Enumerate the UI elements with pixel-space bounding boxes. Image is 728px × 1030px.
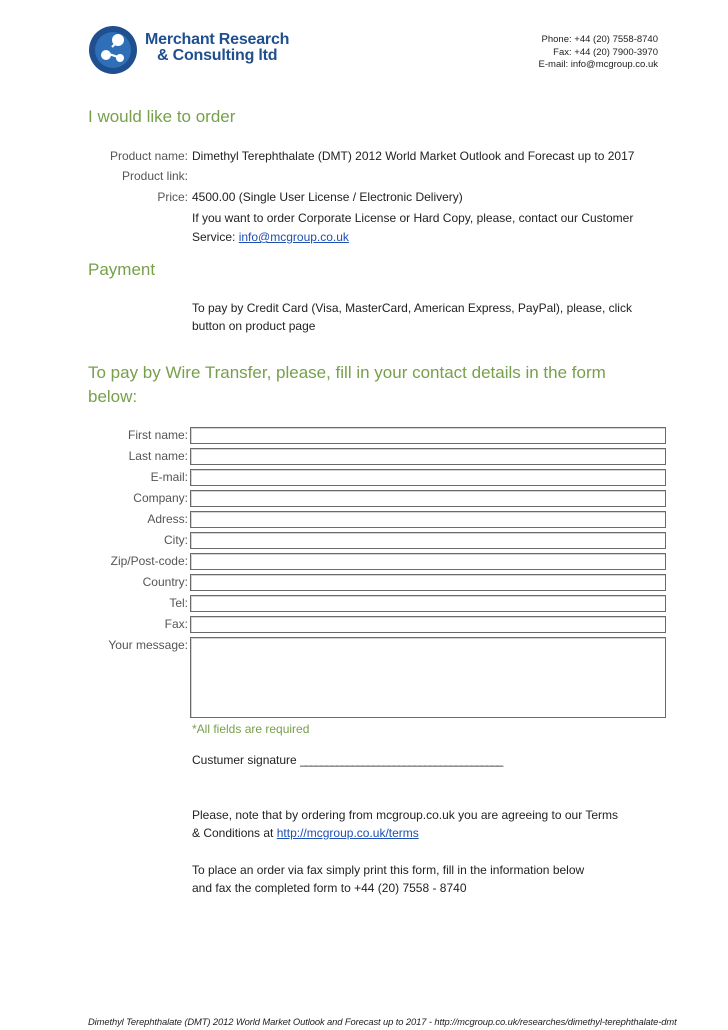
terms-prefix: & Conditions at: [192, 826, 274, 840]
wire-heading-line-1: To pay by Wire Transfer, please, fill in your contact details in the form: [88, 363, 606, 382]
product-name-label: Product name:: [109, 149, 188, 163]
page-footer: Dimethyl Terephthalate (DMT) 2012 World Market Outlook and Forecast up to 2017 - http://mcgroup.co.uk/researches/dimethyl-terephthalate-dmt: [88, 1016, 677, 1027]
payment-line-1: To pay by Credit Card (Visa, MasterCard, American Express, PayPal), please, click: [192, 301, 632, 315]
product-link-label: Product link:: [121, 169, 188, 183]
company-label: Company:: [133, 491, 188, 505]
payment-heading: Payment: [88, 260, 156, 279]
email-field[interactable]: [190, 469, 666, 486]
contact-email: E-mail: info@mcgroup.co.uk: [538, 59, 658, 70]
tel-label: Tel:: [169, 596, 188, 610]
last-name-field[interactable]: [190, 448, 666, 465]
last-name-label: Last name:: [128, 449, 188, 463]
service-line: [192, 229, 652, 246]
city-label: City:: [164, 533, 188, 547]
address-label: Adress:: [147, 512, 188, 526]
wire-heading: [88, 361, 688, 409]
fax-note-line-1: To place an order via fax simply print this form, fill in the information below: [192, 863, 585, 877]
price-label: Price:: [157, 190, 188, 204]
company-field[interactable]: [190, 490, 666, 507]
logo-line-1: Merchant Research: [145, 31, 290, 48]
country-field[interactable]: [190, 574, 666, 591]
first-name-label: First name:: [127, 428, 188, 442]
message-textarea[interactable]: [190, 637, 666, 718]
service-email-link[interactable]: info@mcgroup.co.uk: [238, 230, 349, 244]
tel-field[interactable]: [190, 595, 666, 612]
payment-line-2: button on product page: [192, 319, 316, 333]
country-label: Country:: [142, 575, 188, 589]
terms-link[interactable]: http://mcgroup.co.uk/terms: [276, 826, 419, 840]
signature-blank: _______________________________________: [300, 753, 502, 767]
terms-line-1: Please, note that by ordering from mcgroup.co.uk you are agreeing to our Terms: [192, 808, 619, 822]
first-name-field[interactable]: [190, 427, 666, 444]
message-label: Your message:: [108, 638, 188, 652]
city-field[interactable]: [190, 532, 666, 549]
contact-fax: Fax: +44 (20) 7900-3970: [553, 46, 658, 58]
product-name-value: Dimethyl Terephthalate (DMT) 2012 World Market Outlook and Forecast up to 2017: [192, 149, 635, 163]
signature-label: Custumer signature: [192, 753, 297, 767]
order-heading: I would like to order: [88, 107, 236, 126]
address-field[interactable]: [190, 511, 666, 528]
contact-phone: Phone: +44 (20) 7558-8740: [541, 34, 658, 45]
corporate-note: If you want to order Corporate License or Hard Copy, please, contact our Customer: [192, 211, 634, 225]
required-note: *All fields are required: [192, 722, 310, 736]
company-logo-text: [145, 32, 289, 64]
price-value: 4500.00 (Single User License / Electronic Delivery): [192, 190, 463, 204]
fax-field[interactable]: [190, 616, 666, 633]
email-label: E-mail:: [150, 470, 188, 484]
zip-field[interactable]: [190, 553, 666, 570]
terms-line-2: [192, 825, 652, 842]
zip-label: Zip/Post-code:: [110, 554, 188, 568]
company-logo-icon: [88, 25, 138, 75]
fax-note-line-2: and fax the completed form to +44 (20) 7558 - 8740: [192, 881, 467, 895]
signature-line: [192, 752, 652, 769]
contact-info: [539, 34, 658, 72]
wire-heading-line-2: below:: [88, 387, 138, 406]
service-label: Service:: [192, 230, 236, 244]
fax-label: Fax:: [164, 617, 188, 631]
logo-line-2: & Consulting ltd: [157, 47, 278, 64]
